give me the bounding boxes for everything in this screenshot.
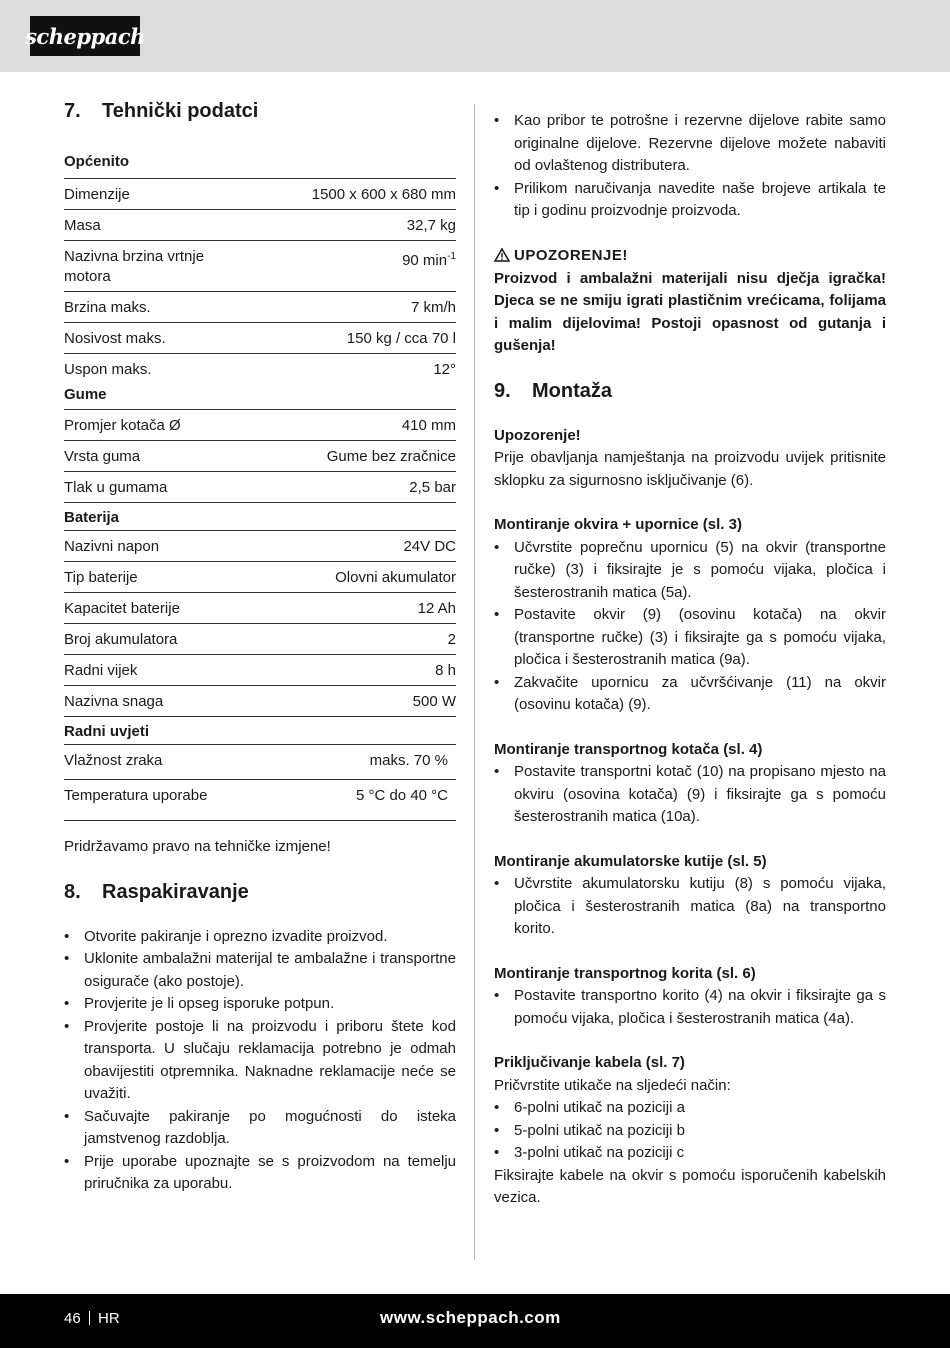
section-9-heading — [494, 380, 886, 403]
wheel-assembly-list — [494, 761, 886, 829]
page-number — [64, 1310, 120, 1327]
list-item: • Zakvačite upornicu za učvršćivanje (11) na okvir (osovinu kotača) (9). — [494, 672, 886, 717]
language-code: HR — [98, 1310, 120, 1327]
spec-table-general — [64, 178, 456, 384]
spec-label: Nazivna brzina vrtnje motora — [64, 248, 205, 285]
spec-value: 8 h — [435, 662, 456, 679]
section-8-number: 8. — [64, 880, 81, 903]
spec-row — [64, 530, 456, 561]
page-number-value: 46 — [64, 1310, 81, 1327]
spec-label: Nazivna snaga — [64, 693, 164, 710]
spec-label: Masa — [64, 217, 101, 234]
battery-box-heading: Montiranje akumulatorske kutije (sl. 5) — [494, 852, 767, 870]
list-item: • Provjerite postoje li na proizvodu i priboru štete kod transporta. U slučaju reklamacija potrebno je odmah obavijestiti otpremnika. Naknadne reklamacije neće se uvažiti. — [64, 1016, 456, 1106]
spec-value: 5 °C do 40 °C — [355, 787, 448, 804]
list-item: • 3-polni utikač na poziciji c — [494, 1142, 886, 1165]
spec-group-battery: Baterija — [64, 502, 456, 530]
section-9-number: 9. — [494, 379, 511, 402]
spec-value: 2 — [447, 631, 456, 648]
accessories-list — [494, 110, 886, 223]
spec-value: 150 kg / cca 70 l — [346, 330, 456, 347]
warning-heading — [494, 247, 886, 266]
spec-label: Uspon maks. — [64, 361, 152, 378]
spec-table-battery — [64, 530, 456, 716]
footer-separator — [89, 1311, 90, 1325]
spec-group-tyres: Gume — [64, 386, 107, 403]
spec-label: Tlak u gumama — [64, 479, 168, 496]
list-item: • Prije uporabe upoznajte se s proizvodom na temelju priručnika za uporabu. — [64, 1151, 456, 1196]
spec-value: 2,5 bar — [409, 479, 456, 496]
spec-label: Nazivni napon — [64, 538, 160, 555]
spec-table-end-rule — [64, 820, 456, 821]
spec-row — [64, 209, 456, 240]
spec-value: 1500 x 600 x 680 mm — [311, 186, 456, 203]
spec-row — [64, 592, 456, 623]
list-item: • Postavite okvir (9) (osovinu kotača) na okvir (transportne ručke) (3) i fiksirajte ga s pomoću vijaka, pločica i šesterostranih matica (9a). — [494, 604, 886, 672]
spec-row — [64, 779, 456, 820]
spec-row — [64, 685, 456, 716]
scheppach-logo: scheppach — [30, 16, 140, 56]
section-7-number: 7. — [64, 100, 81, 122]
assembly-warning-text: Prije obavljanja namještanja na proizvodu uvijek pritisnite sklopku za sigurnosno isključivanje (6). — [494, 449, 886, 489]
list-item: • Provjerite je li opseg isporuke potpun. — [64, 993, 456, 1016]
spec-row — [64, 623, 456, 654]
list-item: • Sačuvajte pakiranje po mogućnosti do isteka jamstvenog razdoblja. — [64, 1106, 456, 1151]
list-item: • Prilikom naručivanja navedite naše brojeve artikala te tip i godinu proizvodnje proizvoda. — [494, 178, 886, 223]
spec-row — [64, 654, 456, 685]
technical-changes-note: Pridržavamo pravo na tehničke izmjene! — [64, 838, 331, 855]
left-column — [64, 100, 456, 1196]
trough-assembly-heading: Montiranje transportnog korita (sl. 6) — [494, 964, 756, 982]
spec-group-general: Općenito — [64, 153, 130, 170]
list-item: • Postavite transportni kotač (10) na propisano mjesto na okviru (osovina kotača) (9) i fiksirajte ga s pomoću šesterostranih matica (10a). — [494, 761, 886, 829]
spec-label: Radni vijek — [64, 662, 138, 679]
spec-value: 12 Ah — [417, 600, 456, 617]
cable-connection-heading: Priključivanje kabela (sl. 7) — [494, 1054, 685, 1071]
spec-table-conditions — [64, 744, 456, 821]
spec-value: Olovni akumulator — [335, 569, 456, 586]
list-item: • Otvorite pakiranje i oprezno izvadite proizvod. — [64, 926, 456, 949]
battery-box-list — [494, 873, 886, 941]
spec-row — [64, 322, 456, 353]
section-9-title: Montaža — [532, 379, 612, 402]
list-item: • Učvrstite akumulatorsku kutiju (8) s pomoću vijaka, pločica i šesterostranih matica (8a) na transportno korito. — [494, 873, 886, 941]
list-item: • Kao pribor te potrošne i rezervne dijelove rabite samo originalne dijelove. Rezervne dijelove možete nabaviti od ovlaštenog distributera. — [494, 110, 886, 178]
section-8-heading — [64, 881, 456, 904]
spec-row — [64, 353, 456, 384]
spec-value: 12° — [433, 361, 456, 378]
spec-label: Temperatura uporabe — [64, 787, 208, 804]
list-item: • 5-polni utikač na poziciji b — [494, 1120, 886, 1143]
spec-row — [64, 471, 456, 502]
spec-row — [64, 440, 456, 471]
spec-value — [402, 247, 456, 271]
cable-outro: Fiksirajte kabele na okvir s pomoću isporučenih kabelskih vezica. — [494, 1166, 886, 1206]
website-url: www.scheppach.com — [380, 1308, 561, 1327]
spec-value: maks. 70 % — [369, 752, 448, 769]
warning-triangle-icon — [494, 248, 510, 266]
list-item: • Uklonite ambalažni materijal te ambalažne i transportne osigurače (ako postoje). — [64, 948, 456, 993]
spec-value: 500 W — [412, 693, 456, 710]
spec-label: Vlažnost zraka — [64, 752, 163, 769]
spec-label: Broj akumulatora — [64, 631, 178, 648]
spec-label: Nosivost maks. — [64, 330, 166, 347]
frame-assembly-heading: Montiranje okvira + upornice (sl. 3) — [494, 516, 742, 533]
unpacking-list — [64, 926, 456, 1196]
spec-value: Gume bez zračnice — [326, 448, 456, 465]
spec-label: Kapacitet baterije — [64, 600, 180, 617]
assembly-warning-label: Upozorenje! — [494, 426, 581, 444]
spec-value-exponent: -1 — [447, 251, 456, 262]
warning-title: UPOZORENJE! — [514, 246, 628, 264]
spec-label: Brzina maks. — [64, 299, 151, 316]
spec-row — [64, 561, 456, 592]
list-item: • Postavite transportno korito (4) na okvir i fiksirajte ga s pomoću vijaka, pločica i šesterostranih matica (4a). — [494, 985, 886, 1030]
spec-label: Dimenzije — [64, 186, 130, 203]
frame-assembly-list — [494, 537, 886, 717]
spec-value: 7 km/h — [410, 299, 456, 316]
spec-value-main: 90 min — [402, 252, 448, 269]
cable-list — [494, 1097, 886, 1165]
trough-assembly-list — [494, 985, 886, 1030]
cable-intro: Pričvrstite utikače na sljedeći način: — [494, 1076, 731, 1094]
spec-row — [64, 291, 456, 322]
spec-label: Promjer kotača Ø — [64, 417, 181, 434]
spec-row — [64, 744, 456, 779]
spec-label: Tip baterije — [64, 569, 138, 586]
warning-text: Proizvod i ambalažni materijali nisu dječja igračka! Djeca se ne smiju igrati plastičnim vrećicama, folijama i malim dijelovima! Postoji opasnost od gutanja i gušenja! — [494, 269, 886, 354]
list-item: • 6-polni utikač na poziciji a — [494, 1097, 886, 1120]
spec-table-tyres — [64, 409, 456, 502]
section-7-title: Tehnički podatci — [102, 100, 259, 122]
spec-row — [64, 240, 456, 291]
spec-label: Vrsta guma — [64, 448, 141, 465]
spec-value: 410 mm — [401, 417, 456, 434]
spec-row — [64, 178, 456, 209]
spec-row — [64, 409, 456, 440]
spec-value: 24V DC — [403, 538, 456, 555]
section-8-title: Raspakiravanje — [102, 880, 249, 903]
spec-value: 32,7 kg — [406, 217, 456, 234]
spec-group-conditions: Radni uvjeti — [64, 716, 456, 744]
wheel-assembly-heading: Montiranje transportnog kotača (sl. 4) — [494, 740, 763, 758]
right-column — [494, 110, 886, 1210]
list-item: • Učvrstite poprečnu upornicu (5) na okvir (transportne ručke) (3) i fiksirajte je s pomoću vijaka, pločica i šesterostranih matica (5a). — [494, 537, 886, 605]
section-7-heading — [64, 100, 456, 123]
column-divider — [474, 104, 475, 1260]
footer-bar — [0, 1294, 950, 1348]
